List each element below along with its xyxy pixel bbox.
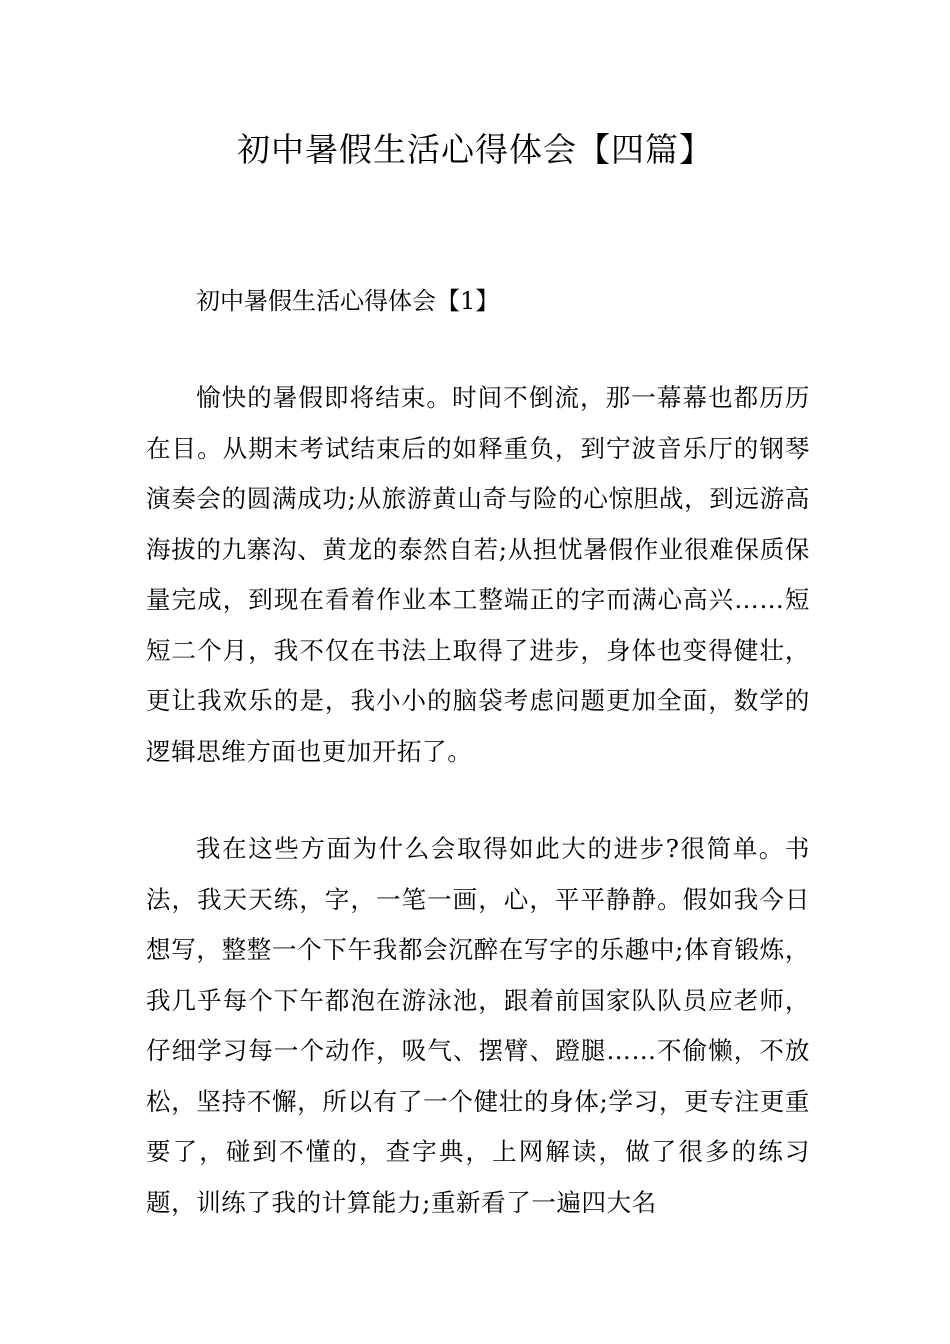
paragraph: 我在这些方面为什么会取得如此大的进步?很简单。书法，我天天练，字，一笔一画，心，平平静静。假如我今日想写，整整一个下午我都会沉醉在写字的乐趣中;体育锻炼，我几乎每个下午都泡在游泳池，跟着前国家队队员应老师，仔细学习每一个动作，吸气、摆臂、蹬腿……不偷懒，不放松，坚持不懈，所以有了一个健壮的身体;学习，更专注更重要了，碰到不懂的，查字典，上网解读，做了很多的练习题，训练了我的计算能力;重新看了一遍四大名: [146, 834, 810, 1217]
section-heading: 初中暑假生活心得体会【1】: [196, 287, 500, 315]
document-title: 初中暑假生活心得体会【四篇】: [237, 130, 713, 169]
paragraph: 愉快的暑假即将结束。时间不倒流，那一幕幕也都历历在目。从期末考试结束后的如释重负，到宁波音乐厅的钢琴演奏会的圆满成功;从旅游黄山奇与险的心惊胆战，到远游高海拔的九寨沟、黄龙的泰然自若;从担忧暑假作业很难保质保量完成，到现在看着作业本工整端正的字而满心高兴……短短二个月，我不仅在书法上取得了进步，身体也变得健壮，更让我欢乐的是，我小小的脑袋考虑问题更加全面，数学的逻辑思维方面也更加开拓了。: [146, 383, 810, 766]
